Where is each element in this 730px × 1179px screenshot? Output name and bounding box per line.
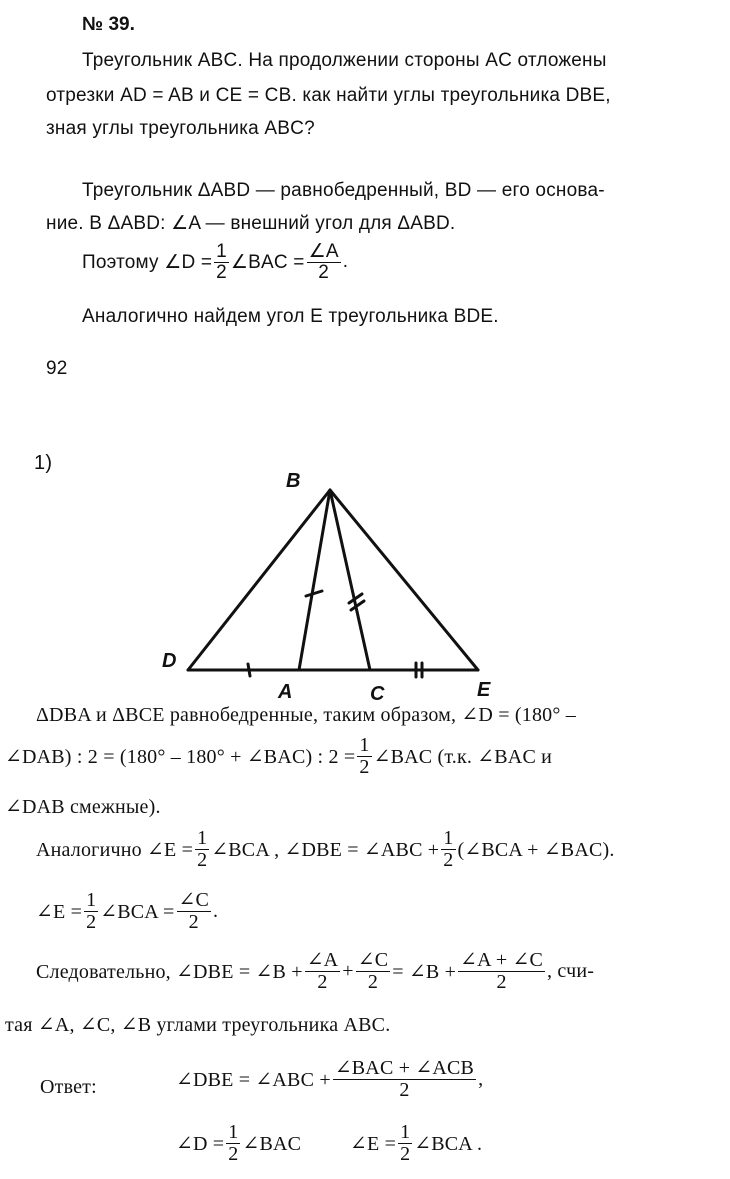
- plus-sign: +: [342, 960, 354, 982]
- solution2-line-6-prefix: Следовательно, ∠DBE = ∠B +: [36, 961, 303, 983]
- solution2-line-6-end: , счи-: [547, 960, 595, 982]
- answer-eq3-end: ∠BCA .: [414, 1133, 483, 1155]
- solution1-line-1: Треугольник ΔABD — равнобедренный, BD — его основа-: [82, 180, 605, 201]
- solution2-line-4-prefix: Аналогично ∠E =: [36, 839, 194, 861]
- fraction-denominator: 2: [228, 1143, 239, 1165]
- fraction-angle-a-half: [305, 950, 341, 993]
- fraction-one-half: [226, 1122, 240, 1165]
- problem-statement-line-3: зная углы треугольника ABC?: [46, 118, 315, 139]
- solution1-line-2: ние. В ΔABD: ∠A — внешний угол для ΔABD.: [46, 213, 456, 234]
- fraction-denominator: 2: [197, 849, 208, 871]
- fraction-denominator: 2: [359, 756, 370, 778]
- solution1-formula-end: .: [342, 251, 349, 273]
- solution2-line-3: ∠DAB смежные).: [5, 796, 161, 818]
- fraction-denominator: 2: [367, 971, 379, 993]
- fraction-numerator: ∠A + ∠C: [460, 949, 544, 971]
- fraction-angle-sum-half: [458, 950, 545, 993]
- solution2-line-6: [36, 950, 594, 993]
- fraction-numerator: ∠C: [178, 889, 210, 911]
- figure-item-label: 1): [34, 452, 53, 474]
- solution1-formula-mid: ∠BAC =: [230, 251, 305, 273]
- answer-eq1-end: ,: [478, 1068, 484, 1090]
- solution1-line-4: Аналогично найдем угол E треугольника BDE.: [82, 306, 499, 327]
- page-number: 92: [46, 358, 68, 379]
- fraction-numerator: 1: [216, 241, 227, 262]
- fraction-angle-c-half: [356, 950, 391, 993]
- solution2-line-5-end: .: [213, 900, 219, 922]
- solution2-line-5: [36, 890, 218, 933]
- segment-BA: [299, 490, 330, 670]
- tick-mark-BA: [306, 591, 322, 596]
- fraction-numerator: 1: [228, 1121, 239, 1143]
- solution2-line-6-eq: = ∠B +: [392, 961, 457, 983]
- tick-mark-DA: [248, 664, 250, 676]
- answer-eq1-prefix: ∠DBE = ∠ABC +: [176, 1069, 331, 1091]
- fraction-denominator: 2: [443, 849, 454, 871]
- fraction-numerator: 1: [197, 827, 208, 849]
- segment-BE: [330, 490, 478, 670]
- fraction-denominator: 2: [188, 911, 199, 933]
- fraction-denominator: 2: [318, 261, 330, 283]
- triangle-figure: [150, 460, 510, 710]
- solution1-formula: [82, 242, 348, 283]
- answer-eq3-prefix: ∠E =: [350, 1133, 397, 1155]
- fraction-numerator: ∠C: [357, 949, 389, 971]
- fraction-angle-a-half: [307, 242, 341, 283]
- solution2-line-7: тая ∠A, ∠C, ∠B углами треугольника ABC.: [5, 1014, 391, 1036]
- fraction-one-half: [195, 828, 209, 871]
- fraction-numerator: 1: [86, 889, 97, 911]
- label-point-D: D: [162, 650, 177, 672]
- fraction-denominator: 2: [317, 971, 328, 993]
- fraction-angle-sum-half: [333, 1058, 476, 1101]
- answer-equation-2: [176, 1122, 301, 1165]
- answer-label: Ответ:: [40, 1076, 97, 1098]
- fraction-one-half: [84, 890, 98, 933]
- fraction-numerator: 1: [400, 1121, 411, 1143]
- solution2-line-5-mid: ∠BCA =: [100, 901, 175, 923]
- fraction-numerator: 1: [359, 734, 370, 756]
- solution2-line-4: [36, 828, 615, 871]
- answer-equation-3: [350, 1122, 482, 1165]
- answer-equation-1: [176, 1058, 483, 1101]
- label-point-E: E: [477, 679, 491, 701]
- fraction-denominator: 2: [399, 1079, 410, 1101]
- solution2-line-5-prefix: ∠E =: [36, 901, 83, 923]
- fraction-numerator: ∠A: [306, 949, 339, 971]
- answer-eq2-prefix: ∠D =: [176, 1133, 225, 1155]
- fraction-one-half: [214, 242, 229, 283]
- label-point-B: B: [286, 470, 301, 492]
- fraction-angle-c-half: [177, 890, 212, 933]
- fraction-numerator: 1: [443, 827, 454, 849]
- fraction-one-half: [441, 828, 455, 871]
- fraction-numerator: ∠BAC + ∠ACB: [334, 1057, 475, 1079]
- segment-DB: [188, 490, 330, 670]
- fraction-one-half: [398, 1122, 412, 1165]
- solution2-line-2-prefix: ∠DAB) : 2 = (180° – 180° + ∠BAC) : 2 =: [5, 746, 356, 768]
- fraction-one-half: [357, 735, 371, 778]
- fraction-denominator: 2: [496, 971, 507, 993]
- fraction-denominator: 2: [216, 261, 227, 283]
- fraction-denominator: 2: [86, 911, 97, 933]
- label-point-C: C: [370, 683, 385, 705]
- solution2-line-1: ΔDBA и ΔBCE равнобедренные, таким образом, ∠D = (180° –: [36, 704, 576, 726]
- solution2-line-2: [5, 735, 552, 778]
- fraction-denominator: 2: [400, 1143, 411, 1165]
- problem-statement-line-1: Треугольник ABC. На продолжении стороны AC отложены: [82, 50, 607, 71]
- answer-eq2-mid: ∠BAC: [242, 1133, 302, 1155]
- problem-statement-line-2: отрезки AD = AB и CE = CB. как найти углы треугольника DBE,: [46, 85, 611, 106]
- fraction-numerator: ∠A: [308, 241, 339, 262]
- solution2-line-4-mid: ∠BCA , ∠DBE = ∠ABC +: [211, 839, 440, 861]
- solution2-line-2-suffix: ∠BAC (т.к. ∠BAC и: [373, 746, 553, 768]
- solution1-formula-prefix: Поэтому ∠D =: [82, 251, 213, 273]
- segment-BC: [330, 490, 370, 670]
- problem-number: № 39.: [82, 14, 135, 35]
- solution2-line-4-end: (∠BCA + ∠BAC).: [457, 839, 615, 861]
- label-point-A: A: [278, 681, 293, 703]
